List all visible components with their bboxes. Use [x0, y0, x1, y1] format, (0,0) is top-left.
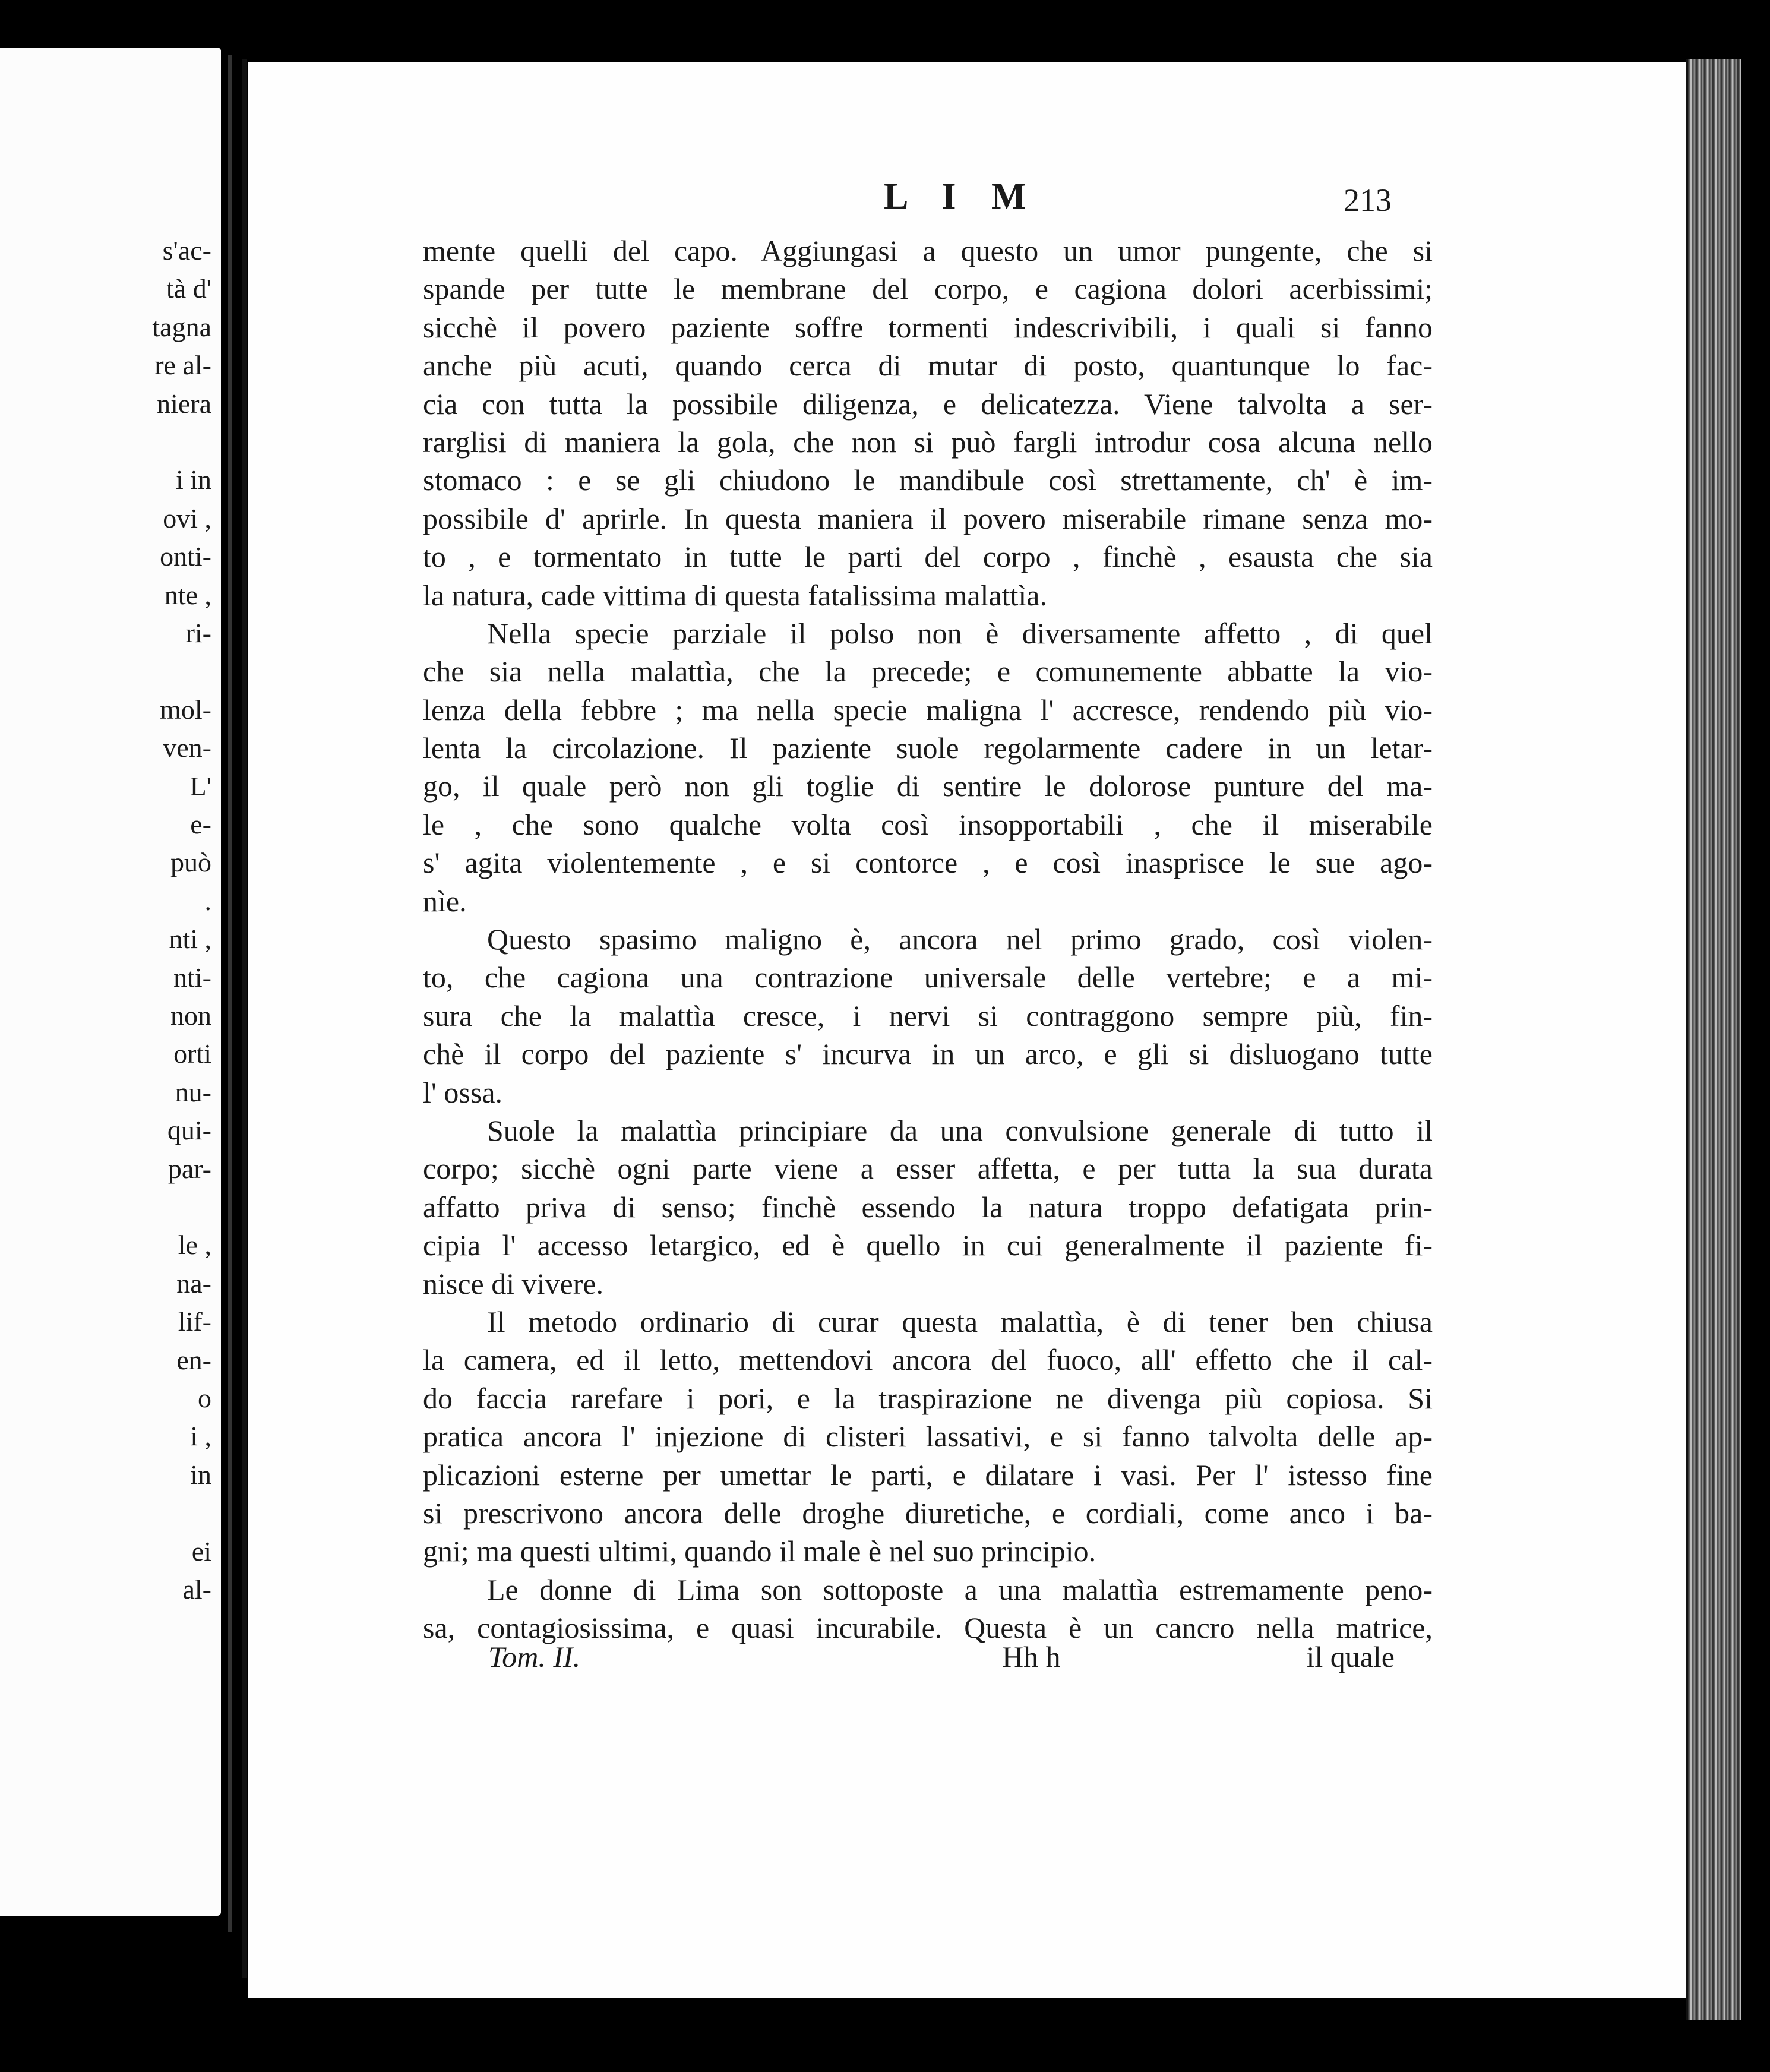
left-page-text-fragment: i , — [190, 1421, 211, 1452]
text-line: Nella specie parziale il polso non è diversamente affetto , di quel — [487, 616, 1433, 650]
text-line: sicchè il povero paziente soffre tormenti indescrivibili, i quali si fanno — [423, 310, 1433, 344]
text-line: la camera, ed il letto, mettendovi ancora del fuoco, all' effetto che il cal- — [423, 1343, 1433, 1377]
left-page-text-fragment: . — [204, 885, 211, 916]
left-page-text-fragment: nti- — [173, 962, 211, 993]
left-page-text-fragment: qui- — [167, 1115, 211, 1146]
left-page-text-fragment: re al- — [154, 350, 211, 381]
text-line: rarglisi di maniera la gola, che non si può fargli introdur cosa alcuna nello — [423, 425, 1433, 459]
book-page-edges — [1686, 59, 1741, 2020]
left-page-fragment — [0, 48, 221, 1916]
left-page-text-fragment: L' — [189, 770, 211, 801]
left-page-text-fragment: lif- — [178, 1306, 211, 1337]
left-page-text-fragment: onti- — [160, 541, 211, 572]
text-line: gni; ma questi ultimi, quando il male è nel suo principio. — [423, 1534, 1096, 1568]
running-head: L I M — [884, 176, 1039, 217]
left-page-text-fragment: non — [170, 1000, 211, 1031]
text-line: lenza della febbre ; ma nella specie maligna l' accresce, rendendo più vio- — [423, 693, 1433, 727]
text-line: s' agita violentemente , e si contorce , e così inasprisce le sue ago- — [423, 846, 1433, 880]
left-page-text-fragment: ven- — [163, 732, 211, 763]
left-page-text-fragment: o — [198, 1383, 211, 1413]
text-line: chè il corpo del paziente s' incurva in un arco, e gli si disluogano tutte — [423, 1037, 1433, 1071]
text-line: cipia l' accesso letargico, ed è quello in cui generalmente il paziente fi- — [423, 1228, 1433, 1262]
left-page-text-fragment: nu- — [175, 1076, 211, 1107]
left-page-text-fragment: niera — [157, 388, 211, 419]
left-page-text-fragment: tà d' — [166, 273, 211, 304]
left-page-text-fragment: s'ac- — [162, 235, 211, 266]
text-line: affatto priva di senso; finchè essendo la natura troppo defatigata prin- — [423, 1190, 1433, 1224]
catchword: il quale — [1306, 1640, 1395, 1673]
text-line: Suole la malattìa principiare da una convulsione generale di tutto il — [487, 1113, 1433, 1147]
text-line: l' ossa. — [423, 1075, 503, 1109]
left-page-text-fragment: nti , — [169, 924, 211, 955]
text-line: to, che cagiona una contrazione universale delle vertebre; e a mi- — [423, 961, 1433, 994]
text-line: corpo; sicchè ogni parte viene a esser affetta, e per tutta la sua durata — [423, 1152, 1433, 1186]
text-line: do faccia rarefare i pori, e la traspirazione ne divenga più copiosa. Si — [423, 1381, 1433, 1415]
left-page-text-fragment: en- — [176, 1344, 211, 1375]
text-line: to , e tormentato in tutte le parti del corpo , finchè , esausta che sia — [423, 540, 1433, 574]
left-page-text-fragment: ovi , — [163, 503, 211, 533]
text-line: possibile d' aprirle. In questa maniera il povero miserabile rimane senza mo- — [423, 501, 1433, 535]
text-line: lenta la circolazione. Il paziente suole regolarmente cadere in un letar- — [423, 731, 1433, 765]
left-page-text-fragment: nte , — [164, 579, 211, 610]
left-page-text-fragment: in — [190, 1459, 211, 1490]
left-page-text-fragment: i in — [175, 465, 211, 495]
left-page-text-fragment: ei — [191, 1536, 211, 1566]
gathering-signature: Hh h — [1002, 1640, 1061, 1673]
left-page-text-fragment: al- — [182, 1574, 211, 1604]
text-line: spande per tutte le membrane del corpo, e cagiona dolori acerbissimi; — [423, 272, 1433, 306]
body-text — [423, 232, 1433, 1647]
text-line: nisce di vivere. — [423, 1266, 604, 1300]
text-line: Il metodo ordinario di curar questa malattìa, è di tener ben chiusa — [487, 1305, 1433, 1338]
left-page-text-fragment: e- — [190, 809, 211, 839]
page-shadow — [228, 55, 232, 1932]
left-page-text-fragment: le , — [178, 1230, 211, 1261]
text-line: anche più acuti, quando cerca di mutar di posto, quantunque lo fac- — [423, 349, 1433, 383]
gutter-line — [242, 59, 247, 1978]
text-line: mente quelli del capo. Aggiungasi a questo un umor pungente, che si — [423, 234, 1433, 267]
text-line: stomaco : e se gli chiudono le mandibule così strettamente, ch' è im- — [423, 463, 1433, 497]
left-page-text-fragment: tagna — [152, 311, 211, 342]
text-line: nìe. — [423, 884, 467, 918]
text-line: sa, contagiosissima, e quasi incurabile. Questa è un cancro nella matrice, — [423, 1611, 1433, 1645]
text-line: cia con tutta la possibile diligenza, e delicatezza. Viene talvolta a ser- — [423, 387, 1433, 421]
text-line: Questo spasimo maligno è, ancora nel primo grado, così violen- — [487, 923, 1433, 956]
text-line: go, il quale però non gli toglie di sentire le dolorose punture del ma- — [423, 769, 1433, 803]
text-line: le , che sono qualche volta così insopportabili , che il miserabile — [423, 807, 1433, 841]
text-line: che sia nella malattìa, che la precede; e comunemente abbatte la vio- — [423, 655, 1433, 688]
left-page-text-fragment: orti — [173, 1038, 211, 1069]
left-page-text-fragment: na- — [176, 1268, 211, 1299]
text-line: sura che la malattìa cresce, i nervi si contraggono sempre più, fin- — [423, 999, 1433, 1032]
left-page-text-fragment: ri- — [185, 618, 211, 648]
text-line: Le donne di Lima son sottoposte a una malattìa estremamente peno- — [487, 1572, 1433, 1606]
text-line: pratica ancora l' injezione di clisteri lassativi, e si fanno talvolta delle ap- — [423, 1420, 1433, 1454]
page-footer — [423, 1640, 1395, 1681]
left-page-text-fragment: par- — [167, 1153, 211, 1184]
text-line: plicazioni esterne per umettar le parti, e dilatare i vasi. Per l' istesso fine — [423, 1458, 1433, 1492]
left-page-text-fragment: mol- — [160, 694, 211, 725]
text-line: si prescrivono ancora delle droghe diuretiche, e cordiali, come anco i ba- — [423, 1496, 1433, 1530]
left-page-text-fragment: può — [170, 847, 211, 878]
text-line: la natura, cade vittima di questa fatalissima malattìa. — [423, 578, 1048, 612]
volume-signature: Tom. II. — [488, 1640, 581, 1673]
page-number: 213 — [1344, 182, 1392, 218]
